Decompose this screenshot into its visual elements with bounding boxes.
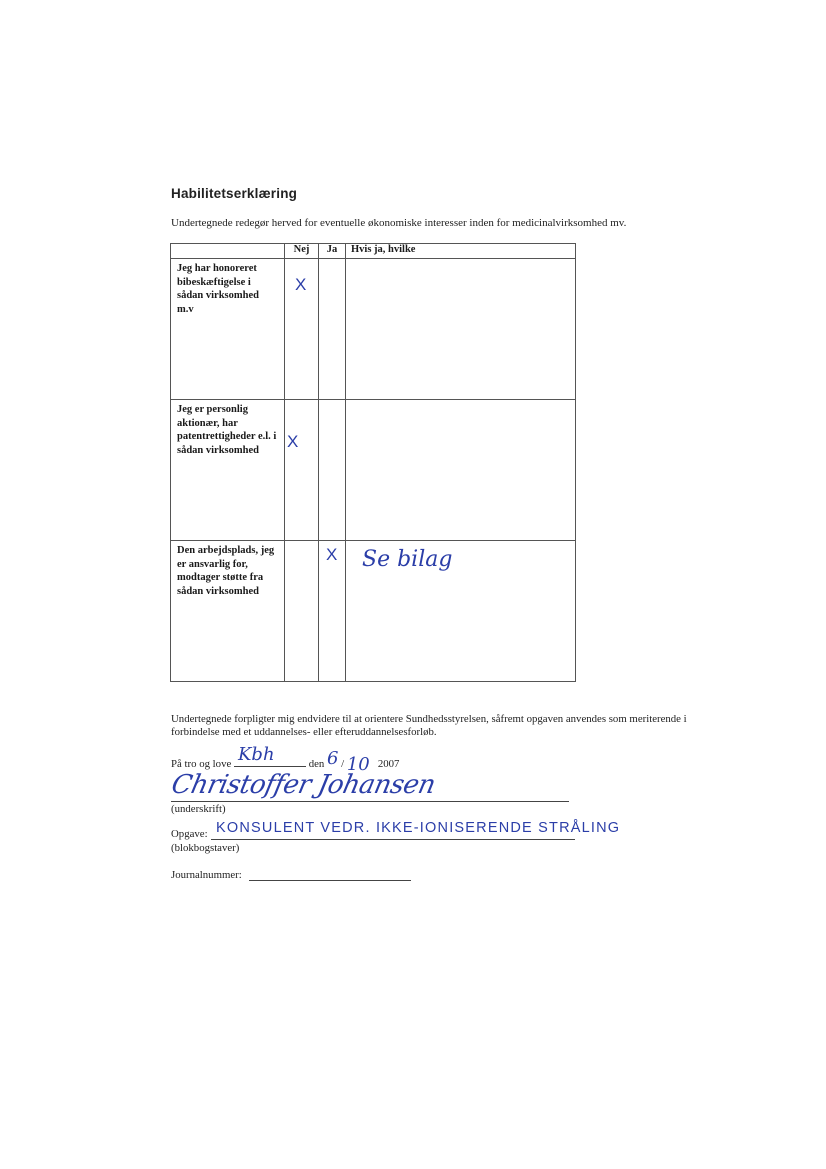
nej-cell[interactable] — [285, 400, 319, 541]
ja-cell[interactable] — [319, 541, 346, 682]
table-row — [171, 259, 576, 400]
date-slash: / — [341, 758, 345, 770]
place-value: Kbh — [237, 744, 275, 765]
header-blank — [171, 244, 285, 259]
den-label: den — [308, 758, 325, 770]
ja-mark: X — [326, 545, 338, 564]
signature-image: Christoffer Johansen — [168, 770, 438, 800]
declaration-row — [171, 744, 400, 775]
nej-mark: X — [295, 275, 307, 294]
ja-cell[interactable] — [319, 400, 346, 541]
row-label: Jeg har honoreret bibeskæftigelse i sådan virksomhed m.v — [171, 259, 285, 400]
month-value: 10 — [346, 754, 370, 775]
day-value: 6 — [326, 748, 339, 769]
nej-cell[interactable] — [285, 259, 319, 400]
commitment-text: Undertegnede forpligter mig endvidere til at orientere Sundhedsstyrelsen, såfremt opgaven anvendes som meriterende i forbindelse med et uddannelses- eller efteruddannelsesforløb. — [171, 713, 687, 738]
intro-text: Undertegnede redegør herved for eventuelle økonomiske interesser inden for medicinalvirksomhed mv. — [171, 217, 627, 229]
place-field[interactable] — [234, 744, 306, 767]
nej-cell[interactable] — [285, 541, 319, 682]
table-row — [171, 400, 576, 541]
year-value: 2007 — [377, 758, 400, 770]
journal-field[interactable] — [249, 880, 411, 881]
ja-cell[interactable] — [319, 259, 346, 400]
details-text: Se bilag — [362, 547, 453, 572]
row-label: Jeg er personlig aktionær, har patentrettigheder e.l. i sådan virksomhed — [171, 400, 285, 541]
journal-label: Journalnummer: — [171, 869, 242, 881]
task-sublabel: (blokbogstaver) — [171, 842, 240, 854]
form-title: Habilitetserklæring — [171, 186, 298, 201]
row-label: Den arbejdsplads, jeg er ansvarlig for, modtager støtte fra sådan virksomhed — [171, 541, 285, 682]
details-cell[interactable] — [346, 400, 576, 541]
table-header-row — [171, 244, 576, 259]
signature-line[interactable] — [171, 801, 569, 802]
header-hvis-ja: Hvis ja, hvilke — [346, 244, 576, 259]
details-cell[interactable] — [346, 541, 576, 682]
table-row — [171, 541, 576, 682]
nej-mark: X — [287, 432, 299, 451]
details-cell[interactable] — [346, 259, 576, 400]
header-nej: Nej — [285, 244, 319, 259]
task-field[interactable] — [211, 839, 575, 840]
interest-table — [170, 243, 576, 682]
task-label: Opgave: — [171, 828, 208, 840]
task-value: KONSULENT VEDR. IKKE-IONISERENDE STRÅLING — [216, 820, 621, 836]
header-ja: Ja — [319, 244, 346, 259]
declaration-prefix: På tro og love — [171, 758, 232, 770]
signature-label: (underskrift) — [171, 803, 226, 815]
